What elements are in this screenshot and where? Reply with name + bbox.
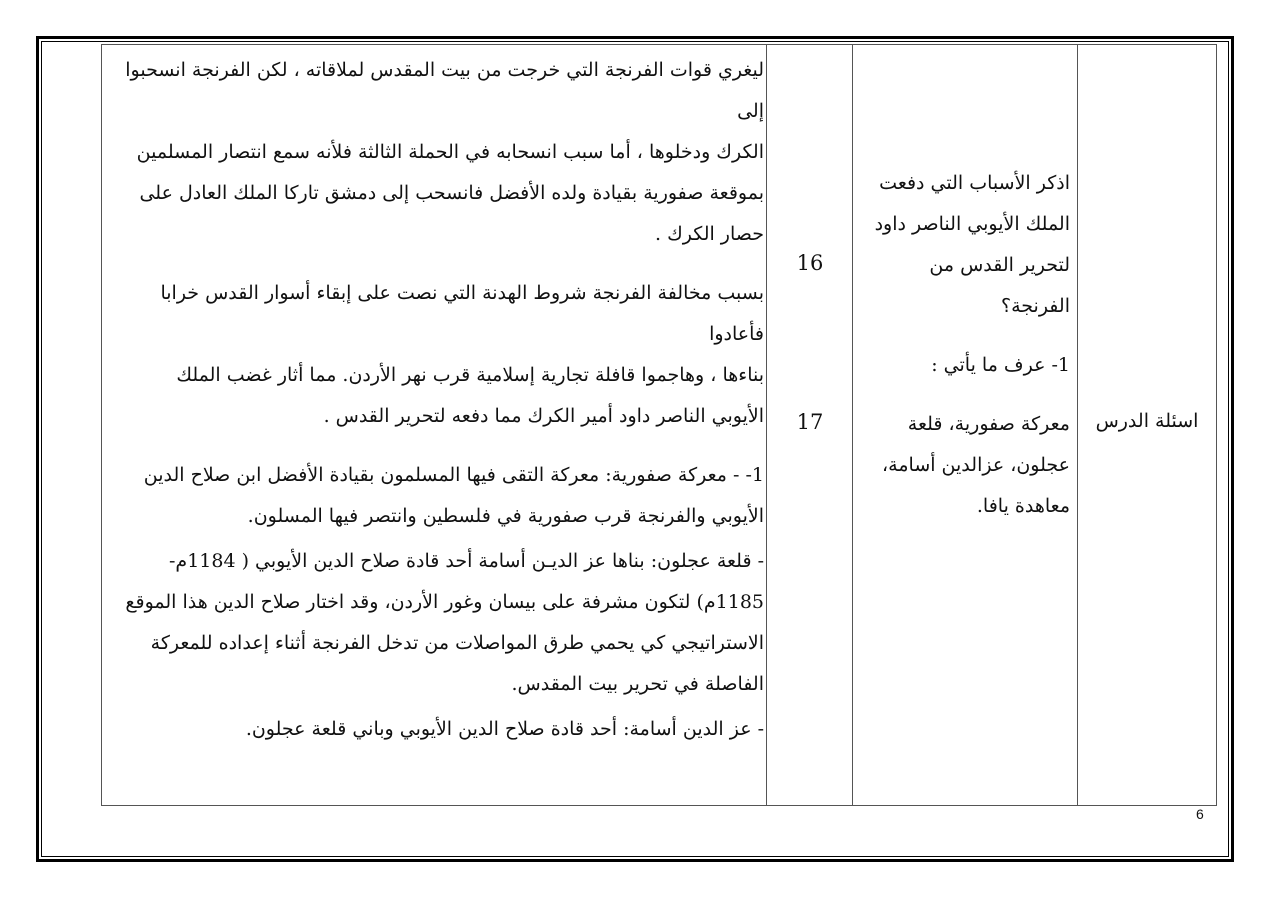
answer-line: بموقعة صفورية بقيادة ولده الأفضل فانسحب إلى دمشق تاركا الملك العادل على bbox=[139, 182, 764, 204]
question-line: لتحرير القدس من الفرنجة؟ bbox=[929, 254, 1070, 317]
question-number: 17 bbox=[796, 410, 824, 434]
answer-line: حصار الكرك . bbox=[654, 223, 764, 245]
answers-cell bbox=[112, 50, 764, 750]
answer-line: الاستراتيجي كي يحمي طرق المواصلات من تدخل الفرنجة أثناء إعداده للمعركة bbox=[150, 632, 764, 654]
answer-line: الأيوبي والفرنجة قرب صفورية في فلسطين وانتصر فيها المسلون. bbox=[247, 505, 764, 527]
answer-line: 1185م) لتكون مشرفة على بيسان وغور الأردن، وقد اختار صلاح الدين هذا الموقع bbox=[125, 591, 764, 613]
question-line: الملك الأيوبي الناصر داود bbox=[874, 213, 1070, 235]
question-line: اذكر الأسباب التي دفعت bbox=[879, 172, 1070, 194]
answer-line: ليغري قوات الفرنجة التي خرجت من بيت المقدس لملاقاته ، لكن الفرنجة انسحبوا إلى bbox=[125, 59, 764, 122]
question-line: معاهدة يافا. bbox=[976, 495, 1070, 517]
question-line: معركة صفورية، قلعة bbox=[907, 413, 1070, 435]
answer-line: 1- - معركة صفورية: معركة التقى فيها المسلمون بقيادة الأفضل ابن صلاح الدين bbox=[143, 464, 764, 486]
answer-line: بسبب مخالفة الفرنجة شروط الهدنة التي نصت على إبقاء أسوار القدس خرابا فأعادوا bbox=[160, 282, 764, 345]
answer-line: - قلعة عجلون: بناها عز الديـن أسامة أحد قادة صلاح الدين الأيوبي ( 1184م- bbox=[169, 550, 764, 572]
table-divider bbox=[1077, 44, 1078, 806]
question-number: 16 bbox=[796, 251, 824, 275]
page-number: 6 bbox=[1196, 806, 1204, 822]
table-divider bbox=[852, 44, 853, 806]
answer-line: بناءها ، وهاجموا قافلة تجارية إسلامية قرب نهر الأردن. مما أثار غضب الملك bbox=[176, 364, 764, 386]
question-line: عجلون، عزالدين أسامة، bbox=[882, 454, 1070, 476]
question-line: 1- عرف ما يأتي : bbox=[931, 354, 1070, 376]
answer-line: - عز الدين أسامة: أحد قادة صلاح الدين الأيوبي وباني قلعة عجلون. bbox=[245, 718, 764, 740]
row-label: اسئلة الدرس bbox=[1095, 410, 1199, 432]
answer-line: الأيوبي الناصر داود أمير الكرك مما دفعه لتحرير القدس . bbox=[323, 405, 764, 427]
answer-line: الكرك ودخلوها ، أما سبب انسحابه في الحملة الثالثة فلأنه سمع انتصار المسلمين bbox=[136, 141, 764, 163]
question-cell bbox=[856, 163, 1070, 527]
table-divider bbox=[766, 44, 767, 806]
answer-line: الفاصلة في تحرير بيت المقدس. bbox=[511, 673, 764, 695]
